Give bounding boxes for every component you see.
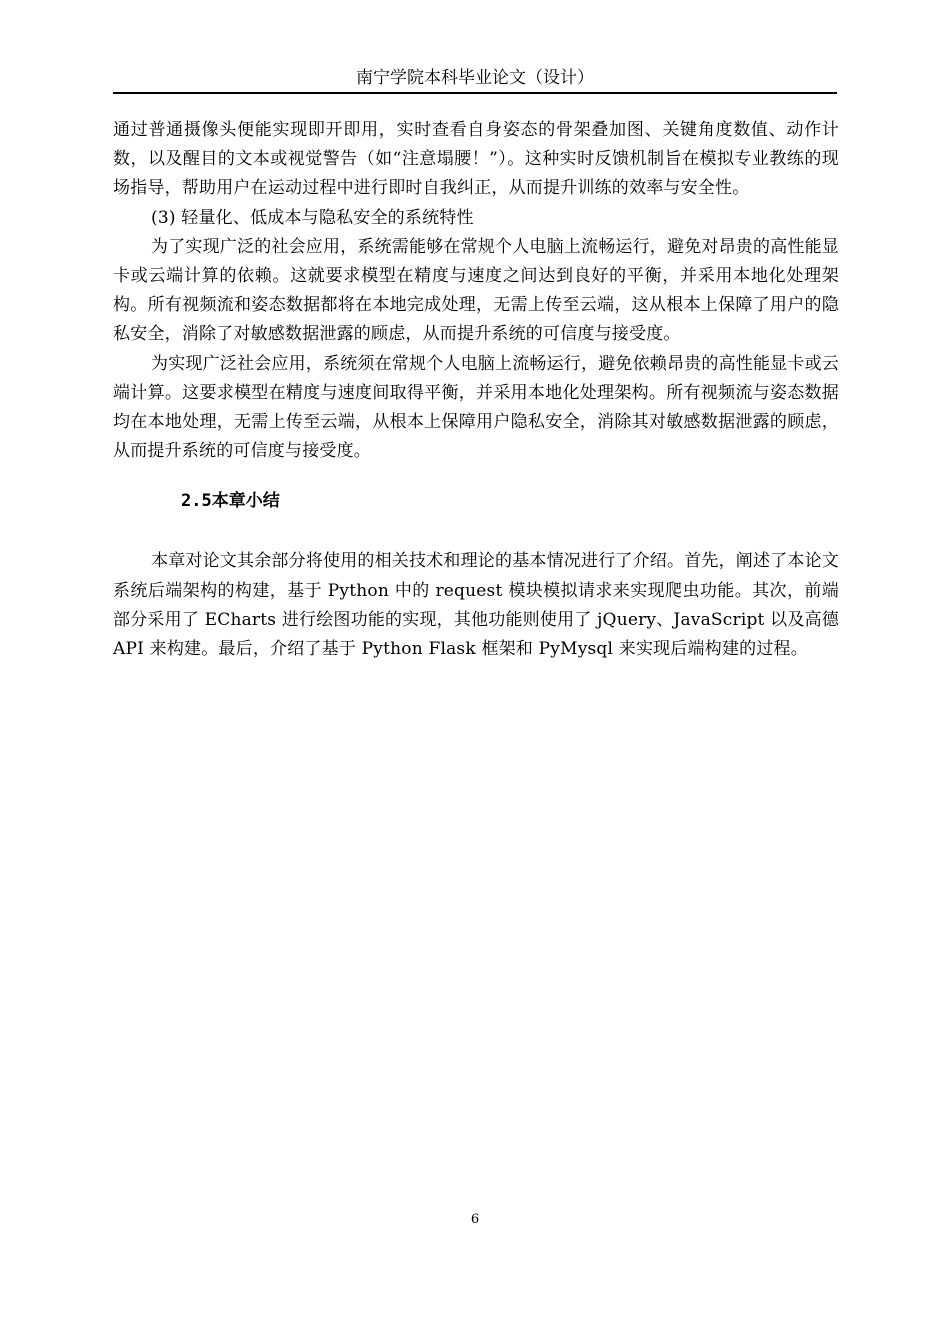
header-rule (113, 92, 837, 94)
paragraph-continuation: 通过普通摄像头便能实现即开即用，实时查看自身姿态的骨架叠加图、关键角度数值、动作计数，以及醒目的文本或视觉警告（如“注意塌腰！”）。这种实时反馈机制旨在模拟专业教练的现场指导，帮助用户在运动过程中进行即时自我纠正，从而提升训练的效率与安全性。 (113, 120, 839, 199)
paragraph-lightweight-features: 为了实现广泛的社会应用，系统需能够在常规个人电脑上流畅运行，避免对昂贵的高性能显卡或云端计算的依赖。这就要求模型在精度与速度之间达到良好的平衡，并采用本地化处理架构。所有视频流和姿态数据都将在本地完成处理，无需上传至云端，这从根本上保障了用户的隐私安全，消除了对敏感数据泄露的顾虑，从而提升系统的可信度与接受度。 (113, 236, 839, 345)
page-body (113, 116, 839, 664)
paragraph-chapter-summary: 本章对论文其余部分将使用的相关技术和理论的基本情况进行了介绍。首先，阐述了本论文系统后端架构的构建，基于 Python 中的 request 模块模拟请求来实现爬虫功能。其次，前端部分采用了 ECharts 进行绘图功能的实现，其他功能则使用了 jQuery、JavaScript 以及高德 API 来构建。最后，介绍了基于 Python Flask 框架和 PyMysql 来实现后端构建的过程。 (113, 551, 839, 660)
paragraph-lightweight-features-condensed: 为实现广泛社会应用，系统须在常规个人电脑上流畅运行，避免依赖昂贵的高性能显卡或云端计算。这要求模型在精度与速度间取得平衡，并采用本地化处理架构。所有视频流与姿态数据均在本地处理，无需上传至云端，从根本上保障用户隐私安全，消除其对敏感数据泄露的顾虑，从而提升系统的可信度与接受度。 (113, 353, 839, 462)
list-item-3: (3) 轻量化、低成本与隐私安全的系统特性 (151, 207, 474, 228)
running-header: 南宁学院本科毕业论文（设计） (356, 68, 594, 88)
section-heading: 2.5本章小结 (181, 491, 280, 512)
page-number: 6 (470, 1212, 480, 1227)
